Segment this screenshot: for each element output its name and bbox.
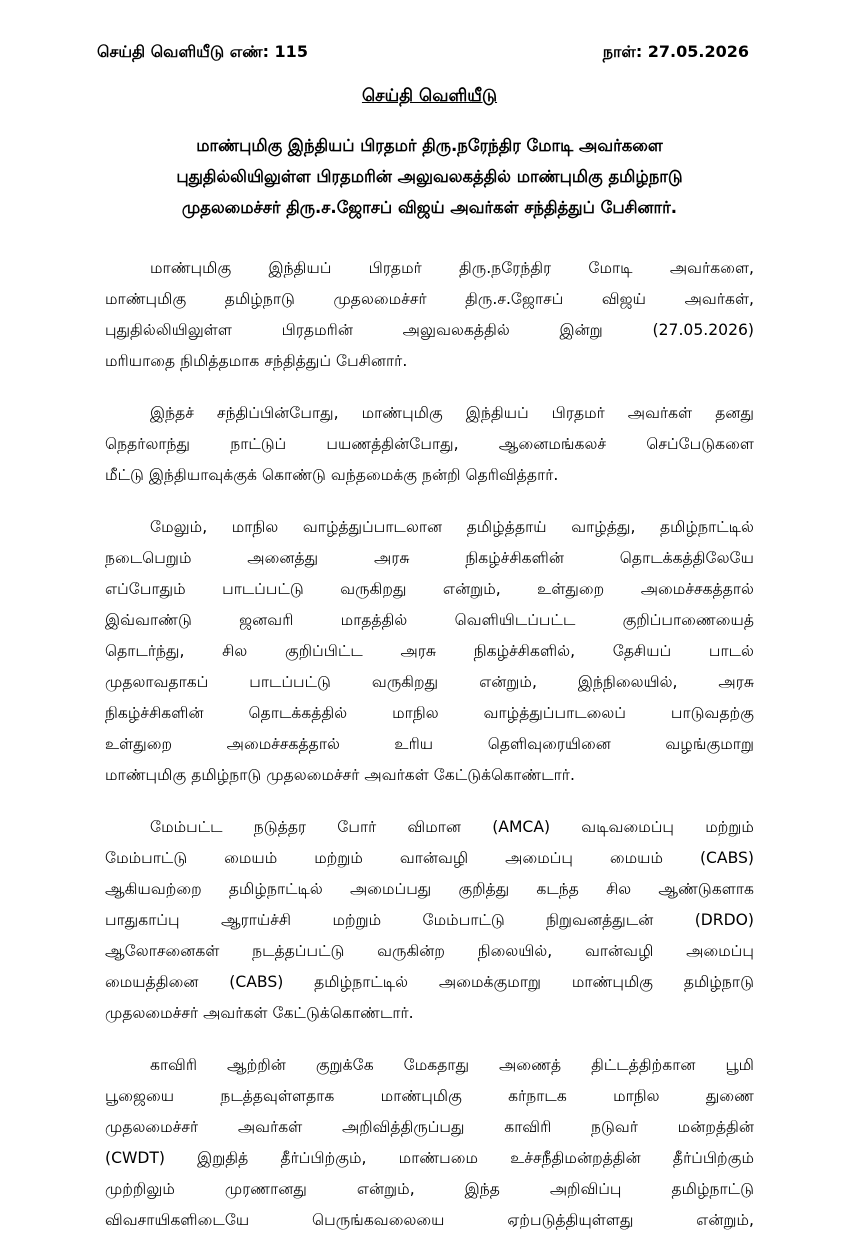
body-text [105,253,754,1236]
paragraph-line: நிகழ்ச்சிகளின் தொடக்கத்தில் மாநில வாழ்த்துப்பாடலைப் பாடுவதற்கு [105,704,754,722]
paragraph-line: பாதுகாப்பு ஆராய்ச்சி மற்றும் மேம்பாட்டு நிறுவனத்துடன் (DRDO) [105,911,754,929]
paragraph-line: முற்றிலும் முரணானது என்றும், இந்த அறிவிப்பு தமிழ்நாட்டு [105,1180,754,1198]
paragraph-5 [105,1050,754,1236]
paragraph-line: விவசாயிகளிடையே பெருங்கவலையை ஏற்படுத்தியுள்ளது என்றும், [105,1211,754,1229]
paragraph-line: மரியாதை நிமித்தமாக சந்தித்துப் பேசினார். [105,352,408,370]
paragraph-1 [105,253,754,377]
paragraph-line: (CWDT) இறுதித் தீர்ப்பிற்கும், மாண்பமை உச்சநீதிமன்றத்தின் தீர்ப்பிற்கும் [105,1149,754,1167]
paragraph-2 [105,398,754,491]
paragraph-line: முதலாவதாகப் பாடப்பட்டு வருகிறது என்றும், இந்நிலையில், அரசு [105,673,754,691]
paragraph-line: இவ்வாண்டு ஜனவரி மாதத்தில் வெளியிடப்பட்ட குறிப்பாணையைத் [105,611,754,629]
subject-line: முதலமைச்சர் திரு.ச.ஜோசப் விஜய் அவர்கள் சந்தித்துப் பேசினார். [181,198,678,217]
paragraph-line: மேலும், மாநில வாழ்த்துப்பாடலான தமிழ்த்தாய் வாழ்த்து, தமிழ்நாட்டில் [150,518,754,536]
paragraph-line: மாண்புமிகு தமிழ்நாடு முதலமைச்சர் அவர்கள் கேட்டுக்கொண்டார். [105,766,575,784]
paragraph-line: புதுதில்லியிலுள்ள பிரதமரின் அலுவலகத்தில் இன்று (27.05.2026) [105,321,754,339]
paragraph-line: இந்தச் சந்திப்பின்போது, மாண்புமிகு இந்தியப் பிரதமர் அவர்கள் தனது [150,404,754,422]
paragraph-line: முதலமைச்சர் அவர்கள் அறிவித்திருப்பது காவிரி நடுவர் மன்றத்தின் [105,1118,754,1136]
subject-line: மாண்புமிகு இந்தியப் பிரதமர் திரு.நரேந்திர மோடி அவர்களை [196,136,663,155]
subject-line: புதுதில்லியிலுள்ள பிரதமரின் அலுவலகத்தில் மாண்புமிகு தமிழ்நாடு [176,167,683,186]
paragraph-line: ஆகியவற்றை தமிழ்நாட்டில் அமைப்பது குறித்து கடந்த சில ஆண்டுகளாக [105,880,754,898]
paragraph-line: தொடர்ந்து, சில குறிப்பிட்ட அரசு நிகழ்ச்சிகளில், தேசியப் பாடல் [105,642,754,660]
paragraph-line: மேம்பட்ட நடுத்தர போர் விமான (AMCA) வடிவமைப்பு மற்றும் [150,818,754,836]
paragraph-line: நடைபெறும் அனைத்து அரசு நிகழ்ச்சிகளின் தொடக்கத்திலேயே [105,549,754,567]
paragraph-line: நெதர்லாந்து நாட்டுப் பயணத்தின்போது, ஆனைமங்கலச் செப்பேடுகளை [105,435,754,453]
paragraph-line: முதலமைச்சர் அவர்கள் கேட்டுக்கொண்டார். [105,1004,414,1022]
paragraph-line: காவிரி ஆற்றின் குறுக்கே மேகதாது அணைத் திட்டத்திற்கான பூமி [150,1056,754,1074]
paragraph-3 [105,512,754,791]
paragraph-4 [105,812,754,1029]
release-number: செய்தி வெளியீடு எண்: 115 [97,42,308,61]
paragraph-line: மையத்தினை (CABS) தமிழ்நாட்டில் அமைக்குமாறு மாண்புமிகு தமிழ்நாடு [105,973,754,991]
subject-heading [105,130,754,223]
paragraph-line: ஆலோசனைகள் நடத்தப்பட்டு வருகின்ற நிலையில், வான்வழி அமைப்பு [105,942,754,960]
paragraph-line: பூஜையை நடத்தவுள்ளதாக மாண்புமிகு கர்நாடக மாநில துணை [105,1087,754,1105]
paragraph-line: உள்துறை அமைச்சகத்தால் உரிய தெளிவுரையினை வழங்குமாறு [105,735,754,753]
paragraph-line: மாண்புமிகு இந்தியப் பிரதமர் திரு.நரேந்திர மோடி அவர்களை, [150,259,754,277]
paragraph-line: எப்போதும் பாடப்பட்டு வருகிறது என்றும், உள்துறை அமைச்சகத்தால் [105,580,754,598]
paragraph-line: மாண்புமிகு தமிழ்நாடு முதலமைச்சர் திரு.ச.ஜோசப் விஜய் அவர்கள், [105,290,754,308]
document-title: செய்தி வெளியீடு [361,86,498,106]
release-date: நாள்: 27.05.2026 [602,42,749,61]
paragraph-line: மீட்டு இந்தியாவுக்குக் கொண்டு வந்தமைக்கு நன்றி தெரிவித்தார். [105,466,559,484]
paragraph-line: மேம்பாட்டு மையம் மற்றும் வான்வழி அமைப்பு மையம் (CABS) [105,849,754,867]
header-row [97,42,754,74]
